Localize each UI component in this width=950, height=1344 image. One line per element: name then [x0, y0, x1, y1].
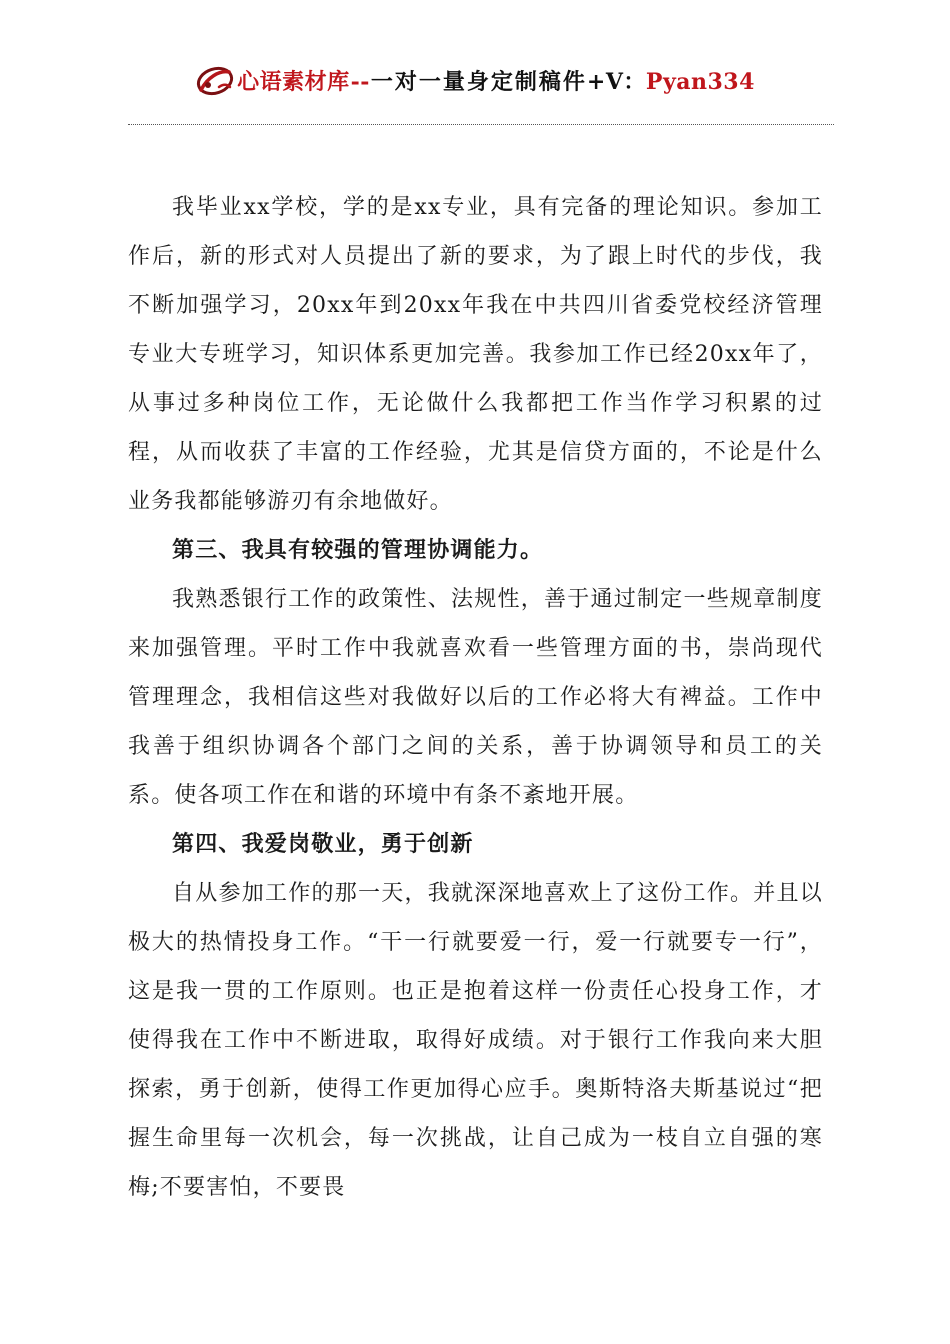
page-header	[0, 58, 950, 102]
contact-prefix: +V：	[586, 68, 646, 95]
paragraph-dedication: 自从参加工作的那一天，我就深深地喜欢上了这份工作。并且以极大的热情投身工作。“干一行就要爱一行，爱一行就要专一行”，这是我一贯的工作原则。也正是抱着这样一份责任心投身工作，才使得我在工作中不断进取，取得好成绩。对于银行工作我向来大胆探索，勇于创新，使得工作更加得心应手。奥斯特洛夫斯基说过“把握生命里每一次机会，每一次挑战，让自己成为一枝自立自强的寒梅;不要害怕，不要畏	[128, 881, 823, 1200]
section-heading-dedication: 第四、我爱岗敬业，勇于创新	[172, 831, 474, 857]
header-slogan: 一对一量身定制稿件	[370, 68, 587, 95]
header-divider	[128, 124, 834, 125]
document-body	[128, 183, 823, 1212]
header-title	[237, 65, 755, 96]
brand-name: 心语素材库	[237, 68, 350, 95]
paragraph-management: 我熟悉银行工作的政策性、法规性，善于通过制定一些规章制度来加强管理。平时工作中我就喜欢看一些管理方面的书，崇尚现代管理理念，我相信这些对我做好以后的工作必将大有裨益。工作中我善于组织协调各个部门之间的关系，善于协调领导和员工的关系。使各项工作在和谐的环境中有条不紊地开展。	[128, 587, 823, 808]
section-heading-management: 第三、我具有较强的管理协调能力。	[172, 537, 544, 563]
brush-stroke-logo-icon	[195, 60, 235, 100]
paragraph-education: 我毕业xx学校，学的是xx专业，具有完备的理论知识。参加工作后，新的形式对人员提出了新的要求，为了跟上时代的步伐，我不断加强学习，20xx年到20xx年我在中共四川省委党校经济管理专业大专班学习，知识体系更加完善。我参加工作已经20xx年了，从事过多种岗位工作，无论做什么我都把工作当作学习积累的过程，从而收获了丰富的工作经验，尤其是信贷方面的，不论是什么业务我都能够游刃有余地做好。	[128, 195, 823, 514]
header-separator: --	[350, 68, 370, 95]
contact-id: Pyan334	[645, 68, 755, 95]
